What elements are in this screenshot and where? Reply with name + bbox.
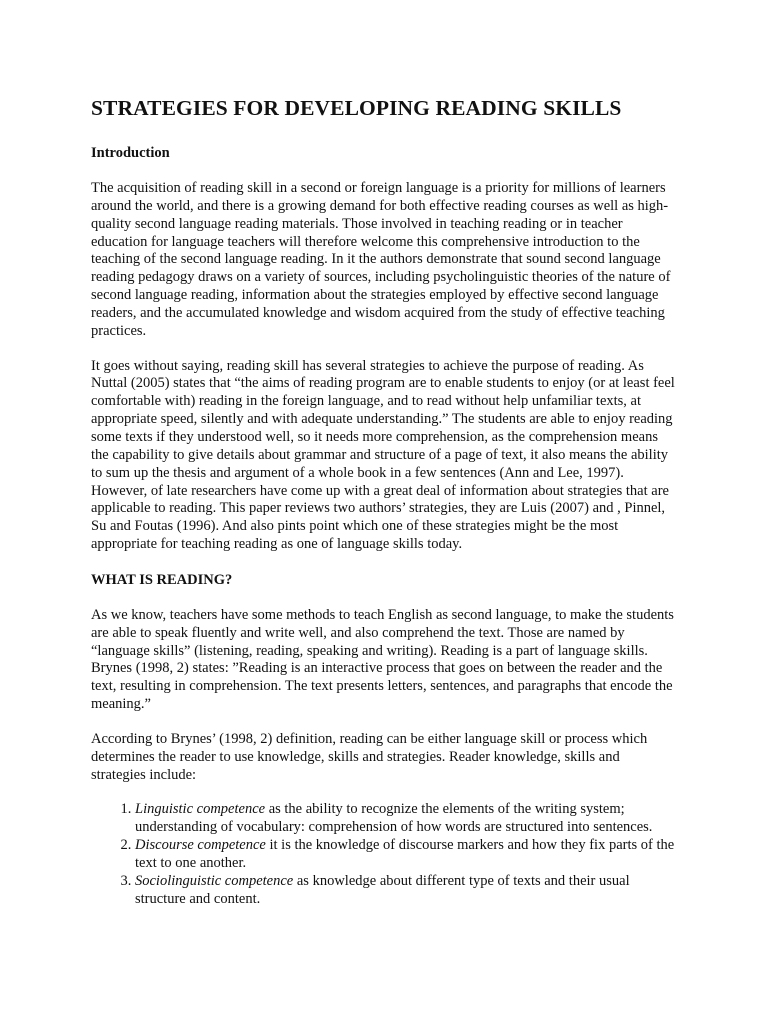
- introduction-heading: Introduction: [91, 145, 170, 161]
- reading-paragraph-2: According to Brynes’ (1998, 2) definition, reading can be either language skill or process which determines the reader to use knowledge, skills and strategies. Reader knowledge, skills and strategies include:: [91, 730, 648, 783]
- list-item-term: Sociolinguistic competence: [135, 872, 294, 889]
- what-is-reading-heading: WHAT IS READING?: [91, 571, 233, 588]
- list-item: [135, 837, 678, 873]
- competence-list: [91, 801, 678, 908]
- reading-paragraph-1: As we know, teachers have some methods to teach English as second language, to make the students are able to speak fluently and write well, and also comprehend the text. Those are named by “language skills” (listening, reading, speaking and writing). Reading is a part of language skills. Brynes (1998, 2) states: ”Reading is an interactive process that goes on between the reader and the text, resulting in comprehension. The text presents letters, sentences, and paragraphs that encode the meaning.”: [91, 606, 674, 713]
- intro-paragraph-1: The acquisition of reading skill in a second or foreign language is a priority for millions of learners around the world, and there is a growing demand for both effective reading courses as well as high-quality second language reading materials. Those involved in teaching reading or in teacher education for language teachers will therefore welcome this comprehensive introduction to the teaching of the second language reading. In it the authors demonstrate that sound second language reading pedagogy draws on a variety of sources, including psycholinguistic theories of the nature of second language reading, information about the strategies employed by effective second language readers, and the accumulated knowledge and wisdom acquired from the study of effective teaching practices.: [91, 180, 671, 339]
- document-title: STRATEGIES FOR DEVELOPING READING SKILLS: [91, 96, 622, 120]
- list-item: [135, 801, 678, 837]
- intro-paragraph-2: It goes without saying, reading skill has several strategies to achieve the purpose of reading. As Nuttal (2005) states that “the aims of reading program are to enable students to enjoy (or at least feel comfortable with) reading in the foreign language, and to read without help unfamiliar texts, at appropriate speed, silently and with adequate understanding.” The students are able to enjoy reading some texts if they understood well, so it needs more comprehension, as the comprehension means the capability to give details about grammar and structure of a page of text, it also means the ability to sum up the thesis and argument of a whole book in a few sentences (Ann and Lee, 1997). However, of late researchers have come up with a great deal of information about strategies that are applicable to reading. This paper reviews two authors’ strategies, they are Luis (2007) and , Pinnel, Su and Foutas (1996). And also pints point which one of these strategies might be the most appropriate for teaching reading as one of language skills today.: [91, 357, 675, 553]
- list-item-term: Linguistic competence: [135, 801, 266, 818]
- list-item-text: as the ability to recognize the elements of the writing system; understanding of vocabulary: comprehension of how words are structured into sentences.: [135, 801, 653, 836]
- list-item: [135, 873, 678, 909]
- list-item-text: it is the knowledge of discourse markers and how they fix parts of the text to one another.: [135, 837, 675, 871]
- list-item-term: Discourse competence: [135, 837, 266, 854]
- list-item-text: as knowledge about different type of texts and their usual structure and content.: [135, 872, 630, 907]
